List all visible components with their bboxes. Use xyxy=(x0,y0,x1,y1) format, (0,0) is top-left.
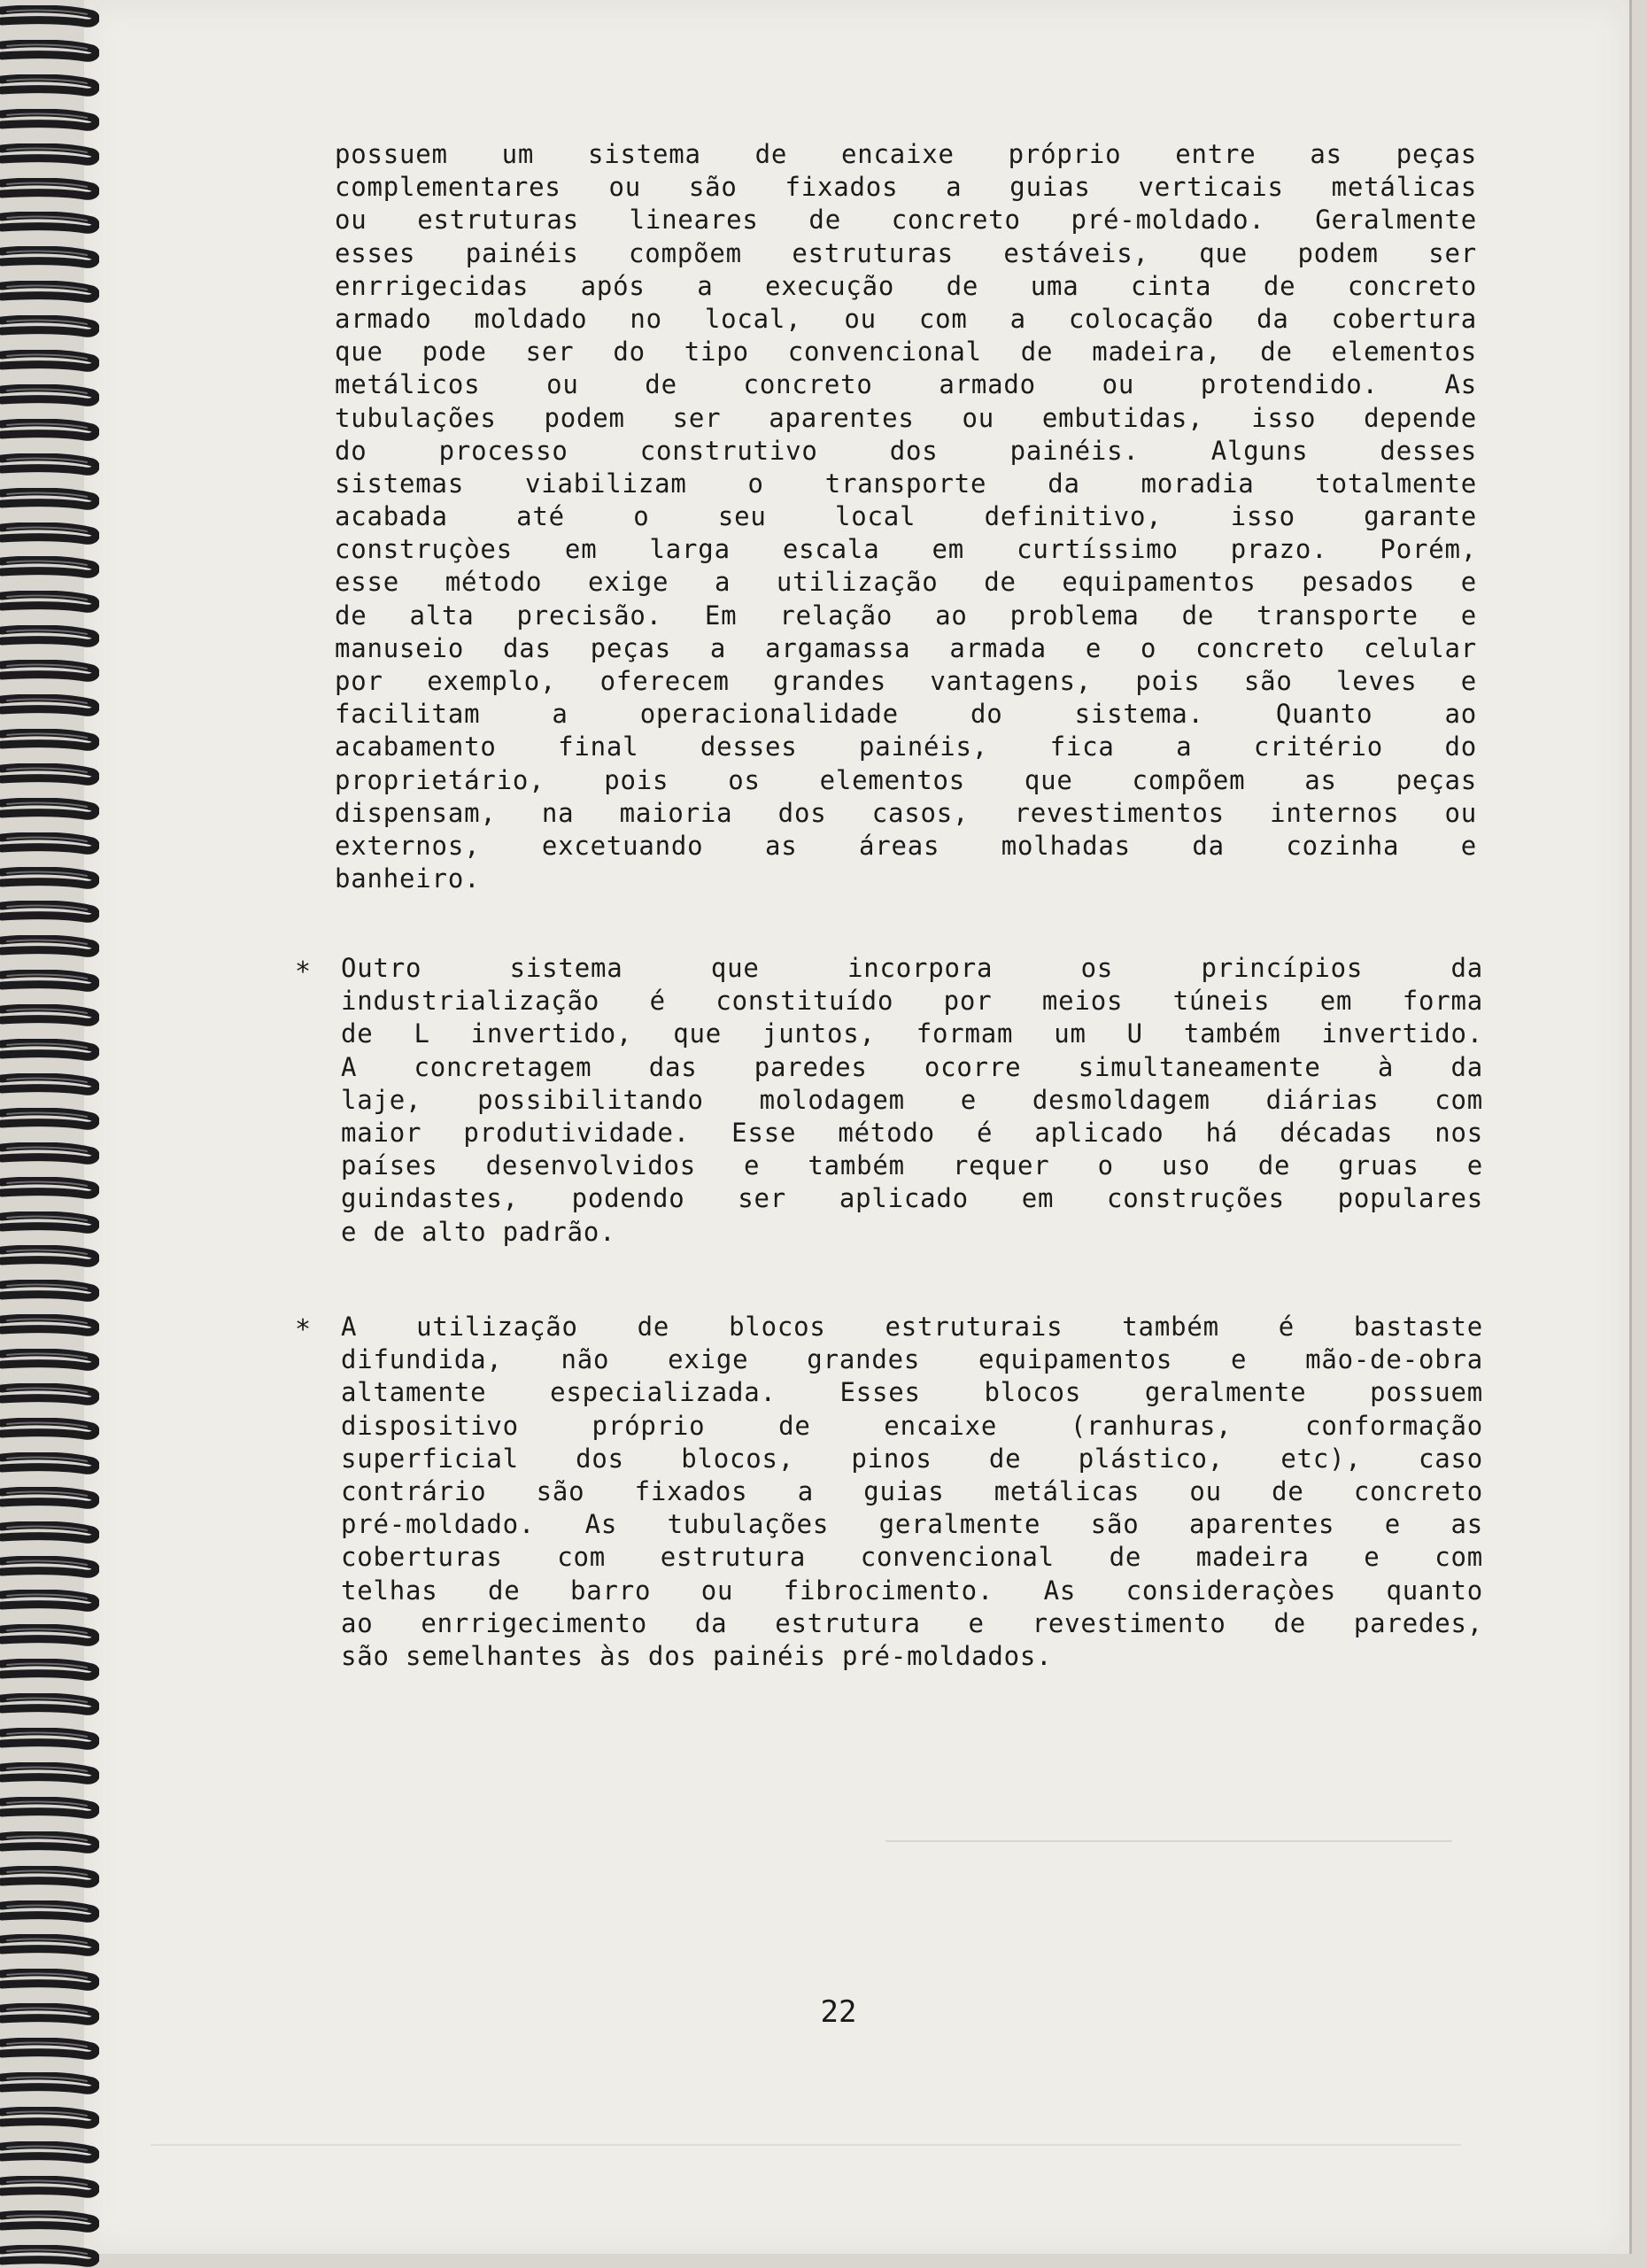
text-line: industrialização é constituído por meios túneis em forma xyxy=(341,986,1483,1017)
bullet-marker: * xyxy=(295,1314,312,1345)
binding-coil xyxy=(0,1349,99,1372)
binding-coil xyxy=(0,832,99,855)
spiral-binding xyxy=(0,0,106,2267)
faint-divider xyxy=(885,1840,1452,1842)
binding-coil xyxy=(0,384,99,407)
binding-coil xyxy=(0,350,99,373)
text-line: contrário são fixados a guias metálicas ou de concreto xyxy=(341,1475,1483,1506)
binding-coil xyxy=(0,1452,99,1475)
text-line: A utilização de blocos estruturais também é bastaste xyxy=(341,1312,1483,1342)
text-line: laje, possibilitando molodagem e desmoldagem diárias com xyxy=(341,1084,1483,1115)
text-line: países desenvolvidos e também requer o uso de gruas e xyxy=(341,1150,1483,1181)
faint-divider xyxy=(151,2144,1461,2146)
text-line: maior produtividade. Esse método é aplicado há décadas nos xyxy=(341,1117,1483,1148)
text-line: por exemplo, oferecem grandes vantagens, pois são leves e xyxy=(335,666,1477,696)
binding-coil xyxy=(0,453,99,476)
binding-coil xyxy=(0,212,99,235)
text-line: altamente especializada. Esses blocos geralmente possuem xyxy=(341,1377,1483,1408)
binding-coil xyxy=(0,660,99,683)
binding-coil xyxy=(0,1659,99,1682)
text-line: acabada até o seu local definitivo, isso garante xyxy=(335,501,1477,532)
binding-coil xyxy=(0,1280,99,1303)
binding-coil xyxy=(0,1108,99,1131)
binding-coil xyxy=(0,522,99,546)
binding-coil xyxy=(0,1900,99,1924)
paragraph-tunnel-forms xyxy=(341,952,1483,1249)
text-line: acabamento final desses painéis, fica a critério do xyxy=(335,731,1477,762)
text-line: metálicos ou de concreto armado ou protendido. As xyxy=(335,369,1477,400)
binding-coil xyxy=(0,1624,99,1647)
binding-coil xyxy=(0,2107,99,2130)
text-line: são semelhantes às dos painéis pré-moldados. xyxy=(341,1640,1053,1671)
binding-coil xyxy=(0,867,99,890)
text-line: construçòes em larga escala em curtíssimo prazo. Porém, xyxy=(335,534,1477,565)
binding-coil xyxy=(0,1314,99,1337)
binding-coil xyxy=(0,281,99,304)
paragraph-structural-blocks xyxy=(341,1311,1483,1673)
binding-coil xyxy=(0,2210,99,2233)
text-line: manuseio das peças a argamassa armada e o concreto celular xyxy=(335,632,1477,663)
text-line: dispositivo próprio de encaixe (ranhuras, conformação xyxy=(341,1410,1483,1441)
binding-coil xyxy=(0,970,99,993)
text-line: ao enrrigecimento da estrutura e revestimento de paredes, xyxy=(341,1607,1483,1638)
binding-coil xyxy=(0,2176,99,2199)
binding-coil xyxy=(0,2245,99,2268)
binding-coil xyxy=(0,1004,99,1027)
text-line: esse método exige a utilização de equipamentos pesados e xyxy=(335,567,1477,598)
binding-coil xyxy=(0,1693,99,1716)
binding-coil xyxy=(0,2072,99,2095)
text-line: coberturas com estrutura convencional de madeira e com xyxy=(341,1542,1483,1573)
binding-coil xyxy=(0,2038,99,2061)
binding-coil xyxy=(0,109,99,132)
bullet-marker: * xyxy=(295,956,312,987)
binding-coil xyxy=(0,178,99,201)
binding-coil xyxy=(0,625,99,648)
binding-coil xyxy=(0,488,99,511)
text-line: tubulações podem ser aparentes ou embutidas, isso depende xyxy=(335,402,1477,433)
binding-coil xyxy=(0,1211,99,1235)
binding-coil xyxy=(0,1969,99,1992)
text-line: guindastes, podendo ser aplicado em construções populares xyxy=(341,1183,1483,1214)
binding-coil xyxy=(0,2003,99,2026)
binding-coil xyxy=(0,1418,99,1441)
text-line: possuem um sistema de encaixe próprio entre as peças xyxy=(335,139,1477,169)
binding-coil xyxy=(0,1383,99,1406)
binding-coil xyxy=(0,1934,99,1957)
binding-coil xyxy=(0,591,99,614)
text-line: difundida, não exige grandes equipamentos e mão-de-obra xyxy=(341,1344,1483,1375)
binding-coil xyxy=(0,1762,99,1785)
text-line: armado moldado no local, ou com a colocação da cobertura xyxy=(335,303,1477,334)
binding-coil xyxy=(0,729,99,752)
text-line: que pode ser do tipo convencional de madeira, de elementos xyxy=(335,337,1477,368)
text-line: pré-moldado. As tubulações geralmente são aparentes e as xyxy=(341,1509,1483,1540)
binding-coil xyxy=(0,1142,99,1165)
text-line: do processo construtivo dos painéis. Alguns desses xyxy=(335,435,1477,466)
text-line: facilitam a operacionalidade do sistema. Quanto ao xyxy=(335,699,1477,730)
text-line: A concretagem das paredes ocorre simultaneamente à da xyxy=(341,1051,1483,1082)
binding-coil xyxy=(0,40,99,63)
binding-coil xyxy=(0,935,99,958)
text-line: telhas de barro ou fibrocimento. As consideraçòes quanto xyxy=(341,1575,1483,1606)
text-line: superficial dos blocos, pinos de plástico, etc), caso xyxy=(341,1443,1483,1474)
binding-coil xyxy=(0,315,99,338)
binding-coil xyxy=(0,1728,99,1751)
binding-coil xyxy=(0,1831,99,1854)
paragraph-prefab-panels xyxy=(335,138,1477,895)
text-line: proprietário, pois os elementos que compõem as peças xyxy=(335,764,1477,795)
binding-coil xyxy=(0,763,99,786)
binding-coil xyxy=(0,1177,99,1200)
page-number: 22 xyxy=(820,1994,857,2030)
binding-coil xyxy=(0,556,99,579)
text-line: banheiro. xyxy=(335,863,481,894)
binding-coil xyxy=(0,1039,99,1062)
binding-coil xyxy=(0,1245,99,1268)
text-line: dispensam, na maioria dos casos, revestimentos internos ou xyxy=(335,797,1477,828)
binding-coil xyxy=(0,2141,99,2164)
binding-coil xyxy=(0,694,99,717)
binding-coil xyxy=(0,5,99,28)
binding-coil xyxy=(0,1866,99,1889)
binding-coil xyxy=(0,246,99,269)
text-line: ou estruturas lineares de concreto pré-moldado. Geralmente xyxy=(335,205,1477,236)
binding-coil xyxy=(0,1521,99,1544)
binding-coil xyxy=(0,901,99,924)
text-line: enrrigecidas após a execução de uma cinta de concreto xyxy=(335,270,1477,301)
binding-coil xyxy=(0,1073,99,1096)
text-line: complementares ou são fixados a guias verticais metálicas xyxy=(335,172,1477,203)
text-line: de alta precisão. Em relação ao problema de transporte e xyxy=(335,600,1477,631)
text-line: esses painéis compõem estruturas estáveis, que podem ser xyxy=(335,237,1477,268)
binding-coil xyxy=(0,1487,99,1510)
binding-coil xyxy=(0,419,99,442)
binding-coil xyxy=(0,74,99,97)
binding-coil xyxy=(0,1590,99,1613)
binding-coil xyxy=(0,798,99,821)
text-line: externos, excetuando as áreas molhadas da cozinha e xyxy=(335,830,1477,861)
binding-coil xyxy=(0,1556,99,1579)
text-line: Outro sistema que incorpora os princípios da xyxy=(341,953,1483,983)
text-line: de L invertido, que juntos, formam um U também invertido. xyxy=(341,1018,1483,1049)
text-line: sistemas viabilizam o transporte da moradia totalmente xyxy=(335,468,1477,499)
binding-coil xyxy=(0,143,99,166)
binding-coil xyxy=(0,1797,99,1820)
text-line: e de alto padrão. xyxy=(341,1216,616,1247)
